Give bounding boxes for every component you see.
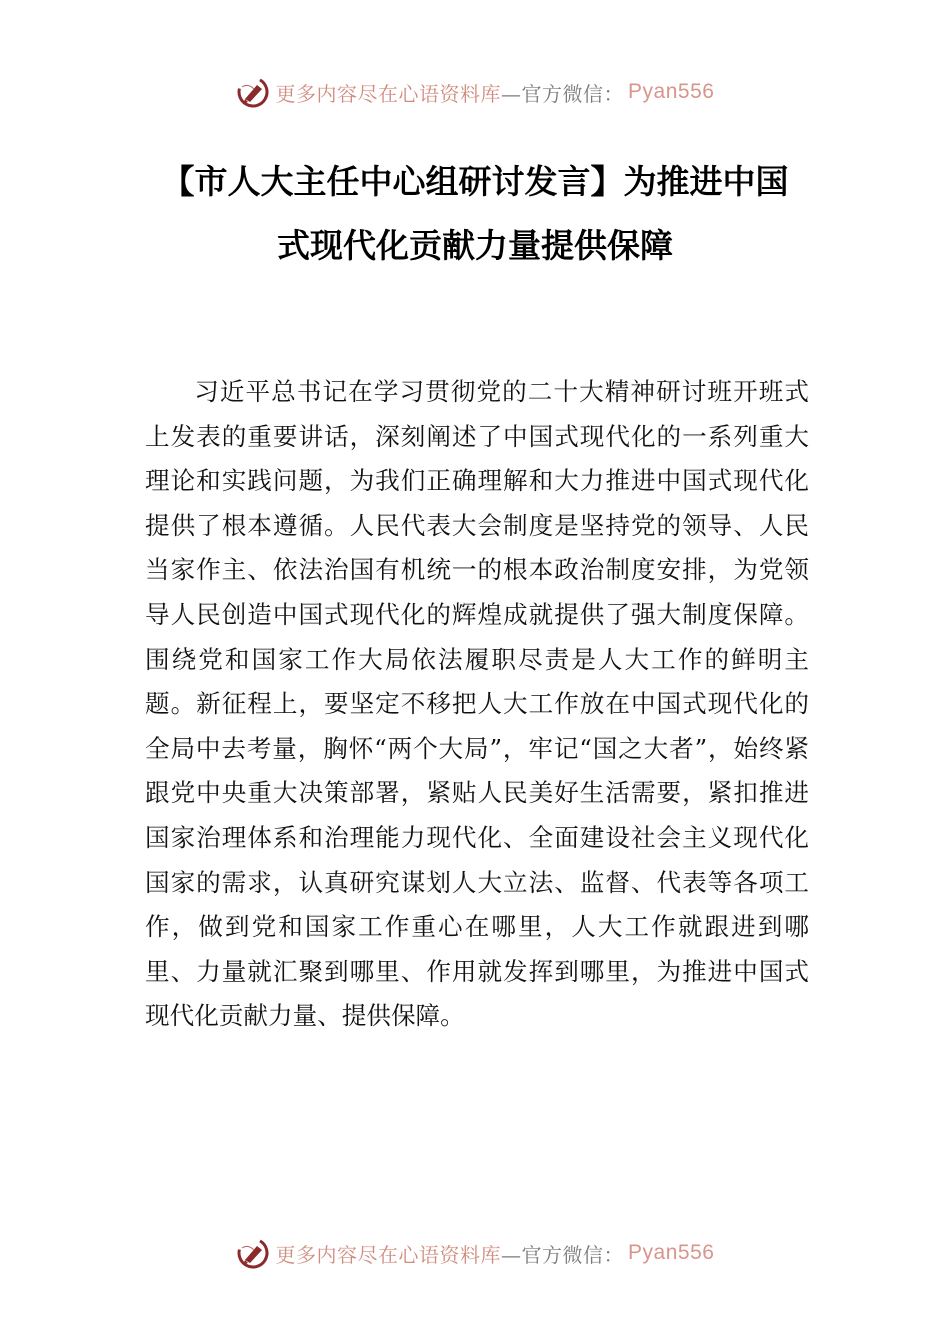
- banner-promo-text: 更多内容尽在心语资料库: [275, 81, 502, 106]
- quill-pen-logo-icon: [236, 1236, 270, 1270]
- footer-wechat-id: Pyan556: [628, 1241, 715, 1264]
- document-title: [140, 150, 810, 278]
- footer-promo-text: 更多内容尽在心语资料库: [275, 1242, 502, 1267]
- footer-banner: [0, 1233, 950, 1273]
- body-paragraph: 习近平总书记在学习贯彻党的二十大精神研讨班开班式上发表的重要讲话，深刻阐述了中国式现代化的一系列重大理论和实践问题，为我们正确理解和大力推进中国式现代化提供了根本遵循。人民代表大会制度是坚持党的领导、人民当家作主、依法治国有机统一的根本政治制度安排，为党领导人民创造中国式现代化的辉煌成就提供了强大制度保障。围绕党和国家工作大局依法履职尽责是人大工作的鲜明主题。新征程上，要坚定不移把人大工作放在中国式现代化的全局中去考量，胸怀“两个大局”，牢记“国之大者”，始终紧跟党中央重大决策部署，紧贴人民美好生活需要，紧扣推进国家治理体系和治理能力现代化、全面建设社会主义现代化国家的需求，认真研究谋划人大立法、监督、代表等各项工作，做到党和国家工作重心在哪里，人大工作就跟进到哪里、力量就汇聚到哪里、作用就发挥到哪里，为推进中国式现代化贡献力量、提供保障。: [145, 377, 809, 1031]
- title-line-1: 【市人大主任中心组研讨发言】为推进中国: [161, 162, 789, 201]
- quill-pen-logo-icon: [236, 75, 270, 109]
- title-line-2: 式现代化贡献力量提供保障: [277, 226, 673, 265]
- banner-wechat-id: Pyan556: [628, 80, 715, 103]
- footer-wechat-label: —官方微信：: [501, 1242, 625, 1267]
- header-banner: [0, 72, 950, 112]
- banner-wechat-label: —官方微信：: [501, 81, 625, 106]
